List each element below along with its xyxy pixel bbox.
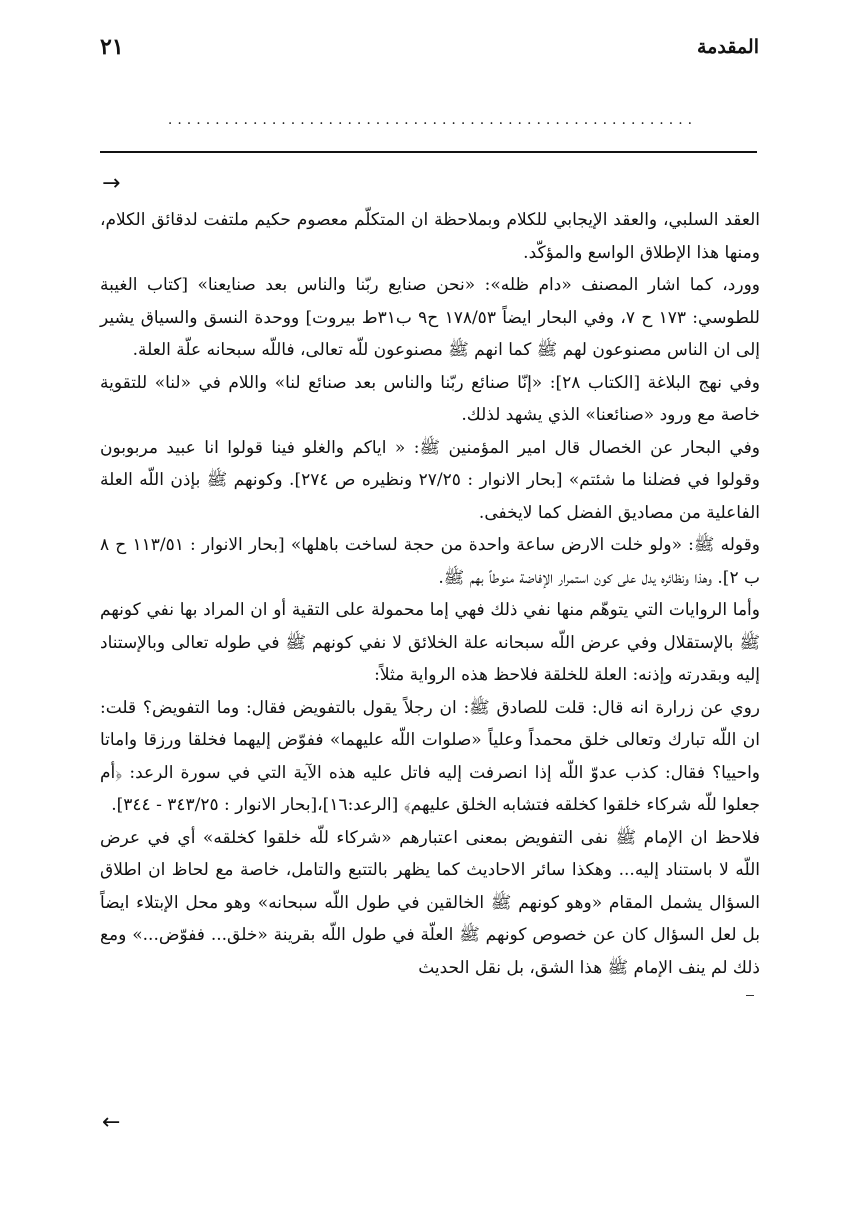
footnote-separator-rule: [100, 151, 757, 153]
paragraph: العقد السلبي، والعقد الإيجابي للكلام وبملاحظة ان المتكلّم معصوم حكيم ملتفت لدقائق الكلام، ومنها هذا الإطلاق الواسع والمؤكّد.: [100, 210, 760, 263]
page-header: [100, 34, 759, 64]
paragraph: وفي البحار عن الخصال قال امير المؤمنين ﷺ: « اياكم والغلو فينا قولوا انا عبيد مربوبون وقولوا في فضلنا ما شئتم» [بحار الانوار : ٢٧/٢٥ ونظيره ص ٢٧٤]. وكونهم ﷺ بإذن اللّه العلة الفاعلية من مصاديق الفضل كما لايخفى.: [100, 437, 760, 523]
paragraph: روي عن زرارة انه قال: قلت للصادق ﷺ: ان رجلاً يقول بالتفويض فقال: وما التفويض؟ قلت: ان اللّه تبارك وتعالى خلق محمداً وعلياً «صلوات اللّه عليهما» ففوّض إليهما فخلقا ورزقا واماتا واحييا؟ فقال: كذب عدوّ اللّه إذا انصرفت إليه فاتل عليه هذه الآية التي في سورة الرعد: ﴿أم جعلوا للّه شركاء خلقوا كخلقه فتشابه الخلق عليهم﴾ [الرعد:١٦]،[بحار الانوار : ٣٤٣/٢٥ - ٣٤٤].: [100, 697, 761, 815]
paragraph: وورد، كما اشار المصنف «دام ظله»: «نحن صنايع ربّنا والناس بعد صنايعنا» [كتاب الغيبة للطوسي: ١٧٣ ح ٧، وفي البحار ايضاً ١٧٨/٥٣ ح٩ ب٣١ط بيروت] ووحدة النسق والسياق يشير إلى ان الناس مصنوعون لهم ﷺ كما انهم ﷺ مصنوعون للّه تعالى، فاللّه سبحانه علّة العلة.: [100, 275, 760, 360]
running-head: المقدمة: [696, 36, 759, 58]
paragraph: وفي نهج البلاغة [الكتاب ٢٨]: «إنّا صنائع ربّنا والناس بعد صنائع لنا» واللام في «لنا» للتقوية خاصة مع ورود «صنائعنا» الذي يشهد لذلك.: [100, 372, 760, 425]
footnote-body: [100, 204, 760, 984]
dotted-leader: ........................................................: [167, 112, 698, 128]
paragraph: وأما الروايات التي يتوهّم منها نفي ذلك فهي إما محمولة على التقية أو ان المراد بها نفي كونهم ﷺ بالإستقلال وفي عرض اللّه سبحانه علة الخلائق لا نفي كونهم ﷺ في طوله تعالى وبالإستناد إليه وبقدرته وإذنه: العلة للخلقة فلاحظ هذه الرواية مثلاً:: [100, 600, 760, 685]
paragraph: فلاحظ ان الإمام ﷺ نفى التفويض بمعنى اعتبارهم «شركاء للّه خلقوا كخلقه» أي في عرض اللّه لا باستناد إليه... وهكذا سائر الاحاديث كما يظهر بالتتبع والتامل، خاصة مع لحاظ ان اطلاق السؤال يشمل المقام «وهو كونهم ﷺ الخالقين في طول اللّه سبحانه» وهو محل الإبتلاء ايضاً بل لعل السؤال كان عن خصوص كونهم ﷺ العلّة في طول اللّه بقرينة «خلق... ففوّض...» ومع ذلك لم ينف الإمام ﷺ هذا الشق، بل نقل الحديث: [100, 827, 760, 978]
margin-mark: [746, 995, 754, 996]
paragraph: وقوله ﷺ: «ولو خلت الارض ساعة واحدة من حجة لساخت باهلها» [بحار الانوار : ١١٣/٥١ ح ٨ ب ٢]. وهذا ونظائره يدل على كون استمرار الإفاضة منوطاً بهم ﷺ.: [100, 535, 760, 588]
continuation-arrow-icon: ←: [102, 1110, 121, 1135]
continuation-arrow-icon: →: [102, 171, 121, 196]
page-number: ٢١: [100, 34, 124, 60]
